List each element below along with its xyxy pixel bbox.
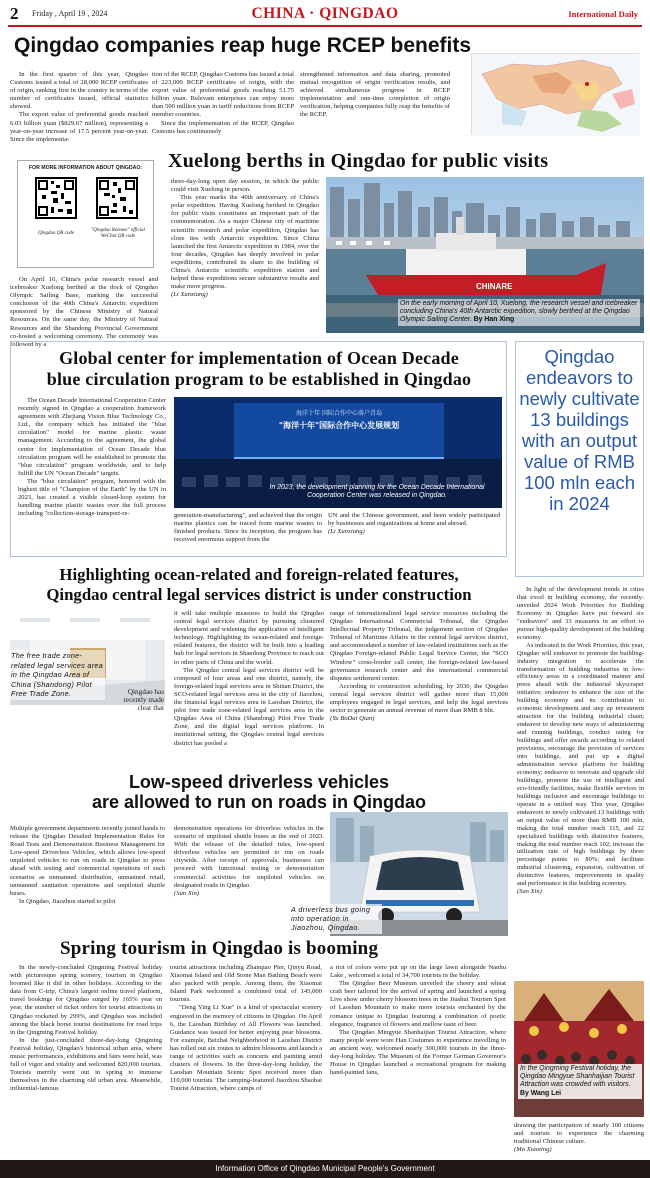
xuelong-photo-caption: On the early morning of April 10, Xuelong, the research vessel and icebreaker concluding China's 40th Antarctic expedition, slowly berthed at the Qingdao Olympic Sailing Center. By Han Xing <box>398 299 640 326</box>
article-rcep-col2: tion of the RCEP, Qingdao Customs has issued a total of 223,000 RCEP certificates of origin, with the export value of preferential goods reaching 51.75 billion yuan. Relevant enterprises can enjoy more than 500 million yuan in tariff reductions from RCEP member countries. Since the implementation of the RCEP, Qingdao Customs has continuously <box>152 71 294 135</box>
article-rcep-col1: In the first quarter of this year, Qingdao Customs issued a total of 28,000 RCEP certificates of origin, ranking first in the country in terms of the number of certificates issued, official statistics showed. The export value of preferential goods reached 6.03 billion yuan ($829.67 million), representing a year-on-year increase of 17.5 percent year-on-year. Since the implementa- <box>10 71 148 143</box>
page-footer <box>0 1160 650 1178</box>
sidebar-buildings-body: In light of the development trends in cities that excel in building economy, the recently-unveiled 2024 Work Priorities for Building Economy in Qingdao have put forward six "endeavors" and 33 measures in an effort to pursue high-quality development of the building economy. As indicated in the Work Priorities, this year, Qingdao will endeavor to promote the building-industry integration to accelerate the transformation of building industries in low-efficiency areas in a coordinated manner and press ahead with the industrial skyscraper initiative; endeavor to enhance the size of the building economy and its contribution to economic development and step up investment attraction for the building industrial chain; endeavor to develop new ways of administering and running buildings, conduct rating for buildings and offer awards according to related provisions, encourage the provision of services into buildings, and put up a digital administration service platform for building economy; endeavor to renovate and upgrade old buildings, promote the use of intelligent and eco-friendly facilities, make flexible services in buildings inclusive and encourage buildings to operate in a unified way. This year, Qingdao endeavors to newly cultivated 13 buildings with an output value of more than RMB 100 mln, making the total number reach 115, and 22 specialized buildings with distinctive features, making the total number reach 102; increase the utilization rate of high buildings by three percentage points to 80%; and facilitate industrial clustering, expansion, cultivation of distinctive features, improvements in quality and performance in the building economy. (Sun Xin) <box>517 586 644 896</box>
article-legal-col3: range of internationalized legal service resources including the Qingdao International Commercial Tribunal, the Qingdao Intellectual Property Tribunal, the judgement section of Qingdao Tribunal of Maritime Affairs in the central legal services district, and accommodated a number of law-related institutions such as the Qingdao Foreign-related Public Legal Service Center, the "SCO Window" cross-border call center, the foreign-related law-based governance research center and the international commercial disputes settlement center. According to construction scheduling, by 2030, the Qingdao central legal services district will gather more than 15,000 employees engaged in legal services, and help the legal services sector to generate an annual revenue of more than RMB 8 bln. (Yu BoDai Qian) <box>330 610 508 723</box>
qingdao-qr-code[interactable] <box>35 177 77 219</box>
issue-date: Friday , April 19 , 2024 <box>32 9 108 18</box>
section-title: CHINA · QINGDAO <box>251 5 399 22</box>
article-tourism-col3: a riot of colors were put up on the large lawn alongside Nanhu Lake , welcomed a total of 34,700 tourists in the holiday. The Qingdao Beer Museum unveiled the cheery and wheat craft beer tailored for the arrival of spring and launched a spring Live show under cherry blossom trees in the Jiushui Tourism Spot of Laoshan Mountain to make more tourists enchanted by the romance unique to Qingdao featuring a combination of poetic elegance, fragrance of flowers and mellow taste of beer. The Qingdao Mingyue Shanhaijian Tourist Attraction, where many people were wore Han Costumes to experience travelling in an ancient way, welcomed nearly 300,000 tourists in the three-day-long holiday. The Museum of the Former German Governor's House in Qingdao launched a recreational program for making hand-painted fans, <box>330 964 506 1077</box>
article-rcep-headline: Qingdao companies reap huge RCEP benefits <box>14 34 472 57</box>
article-driverless-headline: Low-speed driverless vehicles are allowed to run on roads in Qingdao <box>10 772 508 812</box>
ocean-decade-caption: In 2023, the development planning for the Ocean Decade International Cooperation Center was released in Qingdao. <box>269 484 485 500</box>
article-legal-district-headline: Highlighting ocean-related and foreign-related features, Qingdao central legal services district is under construction <box>46 565 472 604</box>
sidebar-buildings-byline: (Sun Xin) <box>517 888 542 896</box>
article-ocean-decade-byline: (Li Xunxiang) <box>328 528 365 536</box>
xuelong-ship-photo <box>326 177 644 333</box>
article-tourism-col2: tourist attractions including Zhanqiao Pier, Qinyu Road, Xiaomai Island and Old Stone Man Bathing Beach were also packed with people. Among them, the Xiaomai Island Park welcomed a combined total of 145,000 tourists. "Deng Ying Li Xue" is a kind of spectacular scenery engraved in the memory of citizens in Qingdao. On April 6, the Laoshan Birthday of All Flowers was launched. Guidance was issued for better enjoying pear blossoms. For example, Beizhai Neighborhood in Laoshan District has rolled out six routes to admire blossoms and launch a range of activities such as concerts and painting amid clusters of flowers. In the three-day-long holiday, the Laoshan Mountain Scenic Spot received more than 110,000 tourists. The camping-featured Jiaozhou Shaohai Tourist Attraction, where camps of <box>170 964 322 1093</box>
footer-text: Information Office of Qingdao Municipal People's Government <box>215 1164 435 1173</box>
stage-banner-line1: 海洋十年 国际合作中心落户青岛 <box>296 410 382 417</box>
article-tourism-col4: drawing the participation of nearly 100 citizens and tourists to experience the charming traditional Chinese culture. (Ma Xiaoting) <box>514 1122 644 1154</box>
driverless-bus-photo <box>291 812 508 936</box>
article-legal-col1-tail: Qingdao has recently made clear that <box>123 688 164 713</box>
article-xuelong-col1: On April 10, China's polar research vessel and icebreaker Xuelong berthed at the dock of Qingdao Olympic Sailing Base, marking the successful conclusion of the 40th China's Antarctic expedition sponsored by the Chinese Ministry of Natural Resources. On the same day, the Ministry of Natural Resources and the Shandong Provincial Government co-hosted a welcoming ceremony. The ceremony was followed by a <box>10 276 158 348</box>
festival-photo-credit: By Wang Lei <box>520 1089 562 1097</box>
article-tourism-col1: In the newly-concluded Qingming Festival holiday with picturesque spring scenery, tourism in Qingdao boomed like it did in other holidays. According to the data from C-trip, China's largest online travel platform, travel bookings for Qingdao surged by 165% year on year, the number of ticket orders for tourist attractions in Qingdao rocketed by 299%, and Qingdao was included among the black horse tourist destinations for road trips in the Qingming Festival holiday. In the just-concluded three-day-long Qingming Festival holiday, Qingdao's historical urban area, where music performances, exhibitions and fairs were held, was full of vigor and vitality and welcomed 820,000 tourists. Tourists merrily went out in spring to immerse themselves in the charming old urban area. Meanwhile, influential-famous <box>10 964 162 1093</box>
article-tourism-headline: Spring tourism in Qingdao is booming <box>60 938 379 959</box>
header-rule <box>8 25 642 27</box>
article-legal-col2: it will take multiple measures to build the Qingdao central legal services district by pursuing clustered development and widening the application of intelligent technology. Highlighting its ocean-related and foreign-related features, the district will be built into a leading hub for legal services in Shandong Province to reach out to other parts of China and the world. The Qingdao central legal services district will be composed of four areas and one district, namely, the foreign-related legal services area in Shinan District, the SCO-related legal services area in the city of Jiaozhou, the financial legal services area in Laoshan District, the pilot free trade zone-related legal services area in the Qingdao Area of China (Shandong) Pilot Free Trade Zone, and the digital legal services platform. In institutional setting, the Qingdao central legal services district has pooled a <box>174 610 324 747</box>
article-legal-byline: (Yu BoDai Qian) <box>330 715 375 723</box>
article-xuelong-headline: Xuelong berths in Qingdao for public visits <box>168 150 549 172</box>
rcep-map-image <box>471 53 639 135</box>
article-driverless-col2: demonstration operations for driverless vehicles in the scenario of unpiloted shuttle buses at the end of 2023. With the release of the detailed rules, low-speed driverless vehicles are permitted to run on roads citywide. After receipt of approvals, businesses can proceed with functional testing or demonstration commercial activities for unpiloted vehicles on designated roads in Qingdao. (Sun Xin) <box>174 825 324 897</box>
sidebar-buildings-headline: Qingdao endeavors to newly cultivate 13 buildings with an output value of RMB 100 mln each in 2024 <box>519 346 640 514</box>
ship-hull-lettering: CHINARE <box>476 282 513 291</box>
wechat-qr-code[interactable] <box>96 177 138 219</box>
article-driverless-byline: (Sun Xin) <box>174 889 200 897</box>
article-tourism-byline: (Ma Xiaoting) <box>514 1146 552 1154</box>
festival-photo-caption: In the Qingming Festival holiday, the Qingdao Mingyue Shanhaijian Tourist Attraction was crowded with visitors. By Wang Lei <box>518 1064 642 1099</box>
article-driverless-col1: Multiple government departments recently joined hands to release the Qingdao Detailed Implementation Rules for Road Tests and Demonstration Business Management for Low-speed Driverless Vehicles, which allows low-speed unpiloted vehicles to run on roads in Qingdao to press ahead with testing and commercial operations of such scenarios as unmanned distribution, unmanned retail, unmanned sanitation operations and unpiloted shuttle buses. In Qingdao, Jiaozhou started to pilot <box>10 825 165 905</box>
wechat-qr-label: "Qingdao Release" official WeChat QR code <box>91 228 145 239</box>
article-ocean-decade-col3: UN and the Chinese government, and been widely participated by businesses and organizations at home and abroad. (Li Xunxiang) <box>328 512 500 536</box>
festival-crowd-photo <box>514 981 644 1117</box>
article-rcep-col3: strengthened information and data sharing, promoted mutual recognition of origin verification results, and achieved simultaneous progress in RCEP implementation and one-time completion of origin verification, helping companies fully reap the benefits of the RCEP. <box>300 71 450 119</box>
qr-box-title: FOR MORE INFORMATION ABOUT QINGDAO: <box>28 165 143 171</box>
stage-banner-line2: "海洋十年"国际合作中心发展规划 <box>278 421 400 430</box>
paper-name: International Daily <box>568 9 638 19</box>
article-xuelong-byline: (Li Xunxiang) <box>171 291 208 299</box>
xuelong-photo-credit: By Han Xing <box>473 316 515 324</box>
article-xuelong-col2: three-day-long open day session, in which the public could visit Xuelong in person. This year marks the 40th anniversary of China's polar expedition. Having Xuelong berthed in Qingdao for public visits constitutes an important part of the commemoration. As a major Chinese city of maritime scientific research and polar expedition, Qingdao has close ties with Antarctic expedition. Since China launched the first Antarctic expedition in 1984, over the four decades, Qingdao has deeply involved in polar expeditions, contributed its share to the building of China's Antarctic scientific expedition station and helped these expeditions secure substantive results and make more progress. (Li Xunxiang) <box>171 178 319 299</box>
legal-services-caption: The free trade zone-related legal services area in the Qingdao Area of China (Shandong) Pilot Free Trade Zone. <box>11 651 103 698</box>
article-ocean-decade-col2: generation-manufacturing", and achieved that the origin marine plastics can be traced from marine wastes to finished products. Since its inception, the program has received enormous support from the <box>174 512 322 544</box>
article-ocean-decade-headline: Global center for implementation of Ocean Decade blue circulation program to be established in Qingdao <box>46 348 472 389</box>
driverless-bus-caption: A driverless bus going into operation in Jiaozhou, Qingdao. <box>290 904 382 934</box>
ocean-decade-photo <box>174 397 502 508</box>
qingdao-qr-label: Qingdao QR code <box>37 231 75 236</box>
article-ocean-decade-col1: The Ocean Decade International Cooperation Center recently signed in Qingdao a cooperation framework agreement with Zhejiang Vision Blue Technology Co., Ltd., the company which has initiated the "blue circulation" model for marine plastic waste management. According to the agreement, the global center for implementation of Ocean Decade blue circulation program will be established to promote the "blue circulation" program worldwide, and to help fulfill the UN "Ocean Decade" targets. The "blue circulation" program, honored with the highest title of "Champion of the Earth" by the UN in 2023, has created a visible closed-loop system for handling marine plastic wastes over the full process including "collection-storage-transport-re- <box>18 397 166 518</box>
page-header <box>0 0 650 28</box>
qr-code-box <box>17 160 154 268</box>
page-number: 2 <box>10 4 19 23</box>
